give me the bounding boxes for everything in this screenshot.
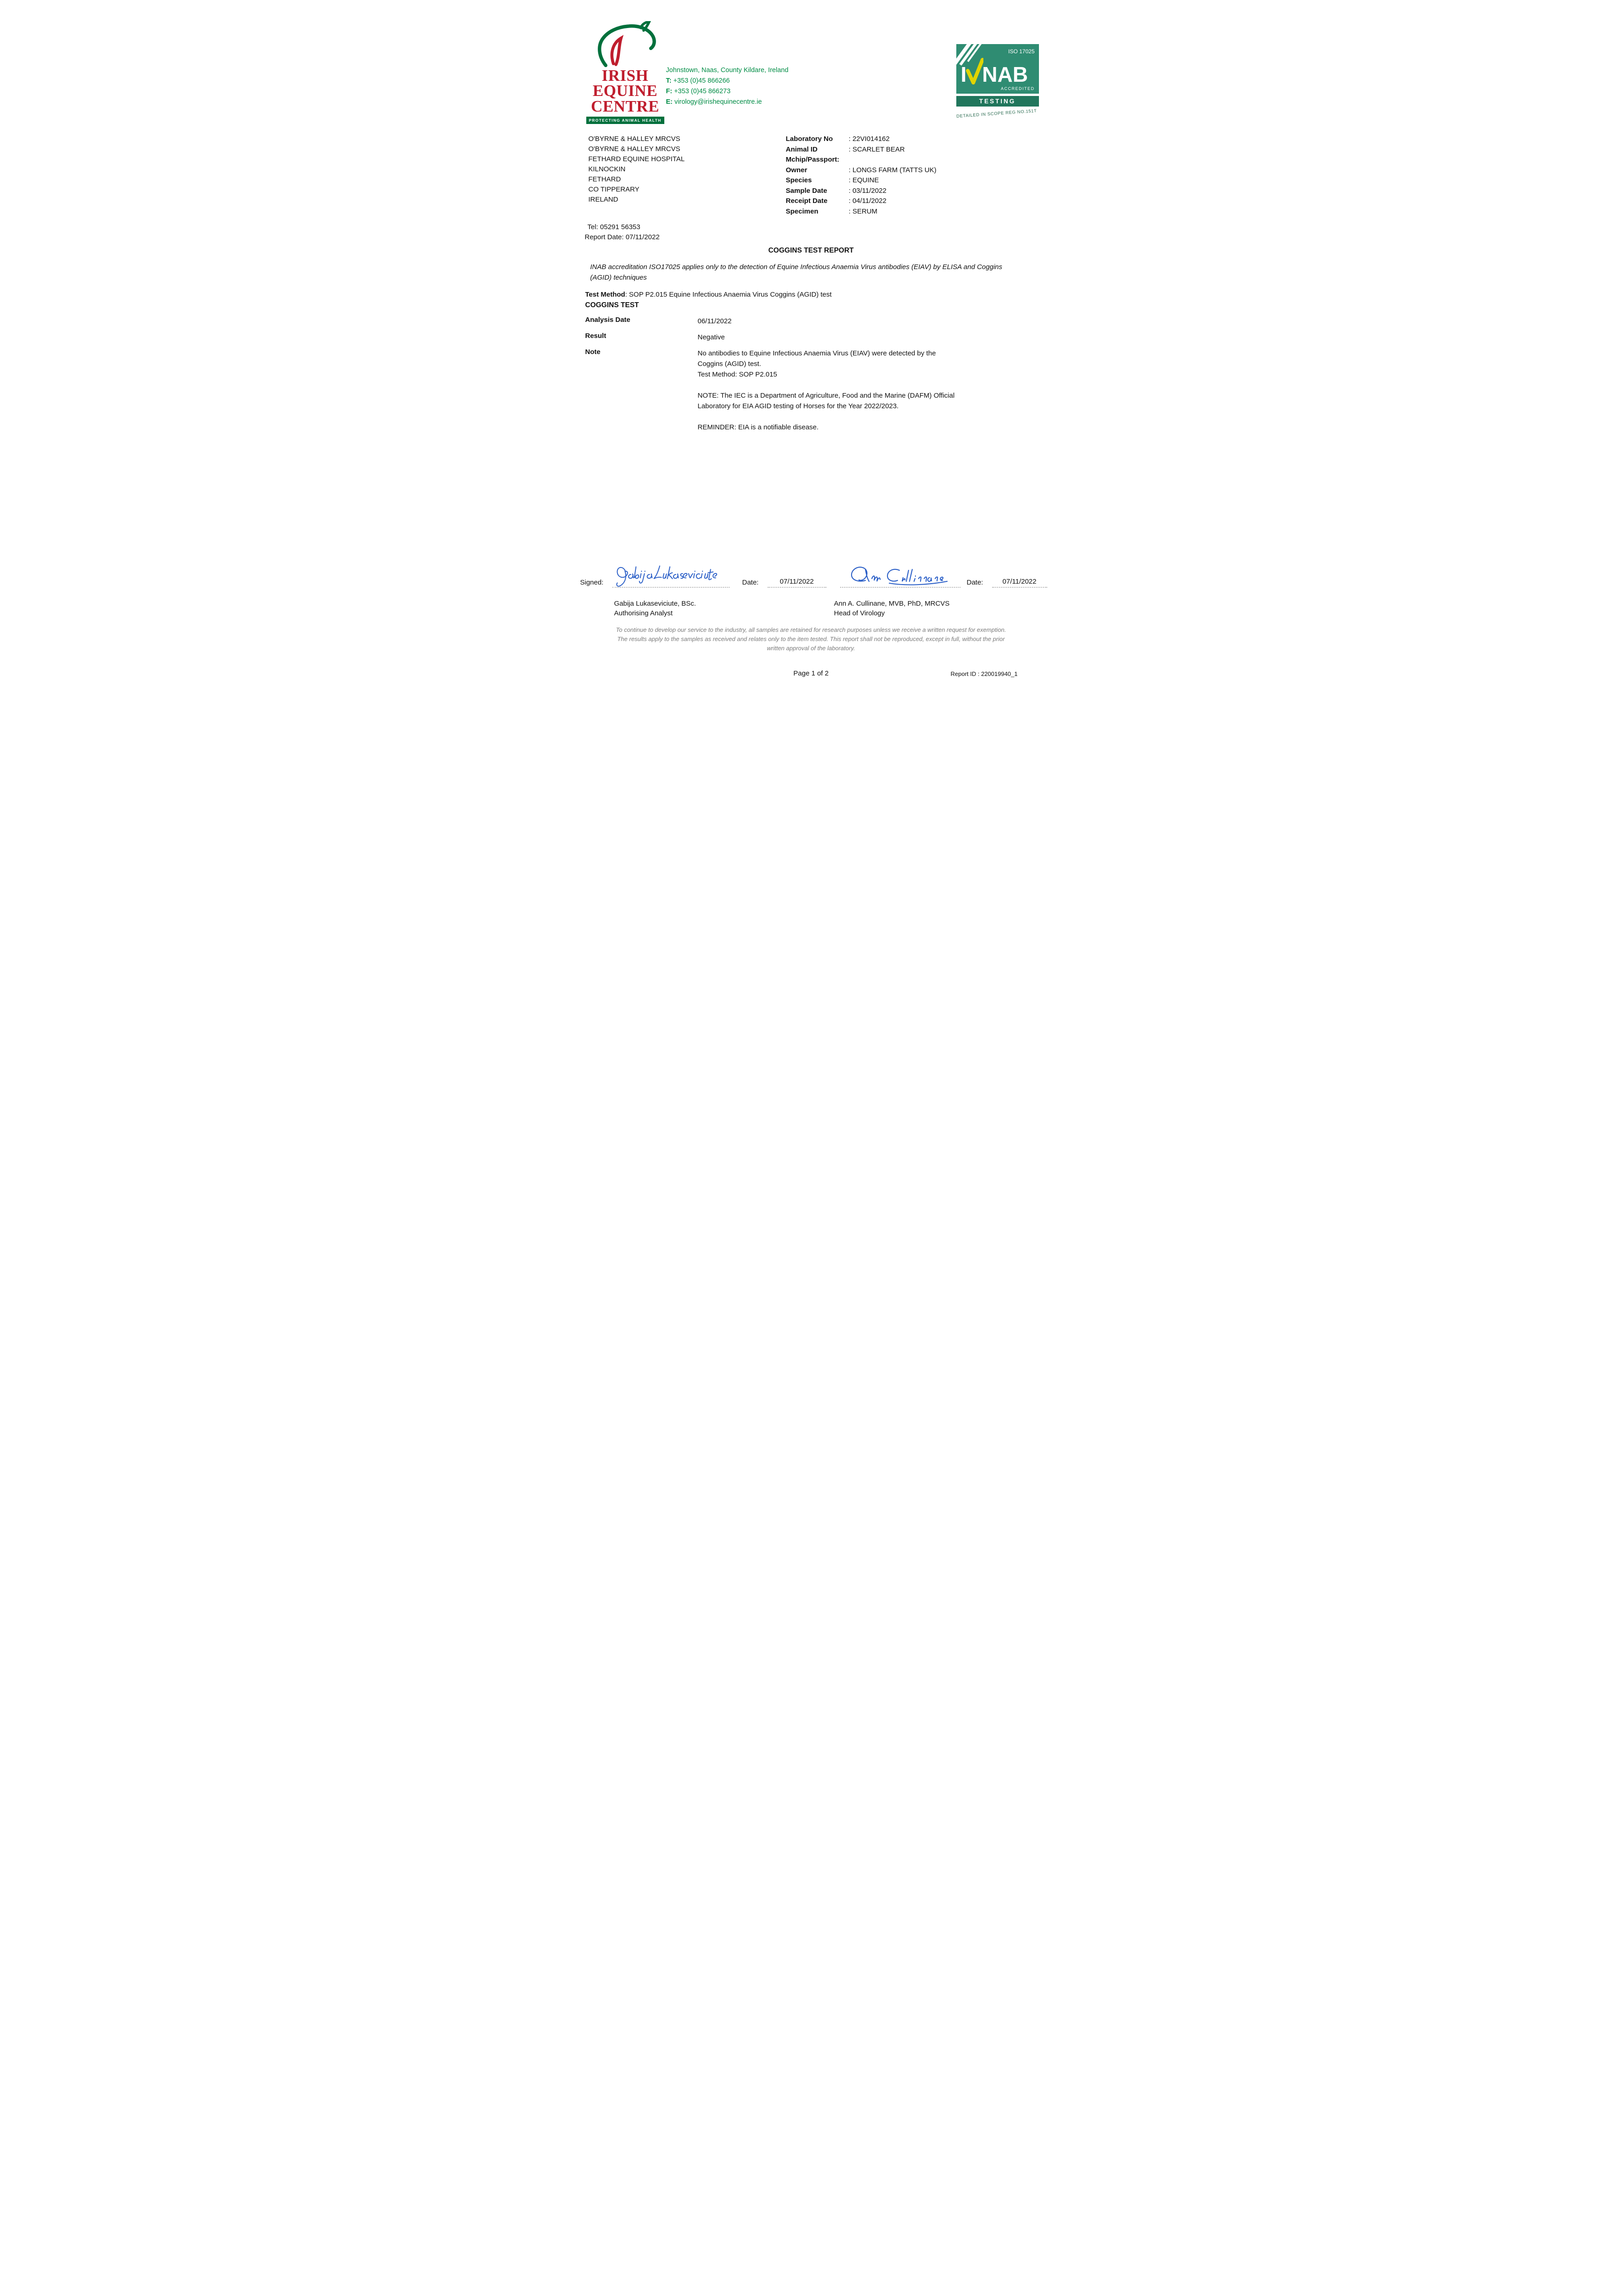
inab-wordmark xyxy=(961,58,1028,84)
sample-info-row xyxy=(786,165,937,176)
contact-address: Johnstown, Naas, County Kildare, Ireland xyxy=(666,67,789,74)
inab-checkmark-icon xyxy=(966,58,983,84)
inab-letters-nab: NAB xyxy=(982,62,1028,86)
analyst-date-label: Date: xyxy=(742,579,759,586)
result-value: Negative xyxy=(697,333,725,341)
analysis-date-value: 06/11/2022 xyxy=(697,317,732,325)
note-paragraph: REMINDER: EIA is a notifiable disease. xyxy=(697,423,819,431)
logo-tagline: PROTECTING ANIMAL HEALTH xyxy=(586,117,664,124)
addressee-line: FETHARD EQUINE HOSPITAL xyxy=(588,155,685,163)
analysis-date-label: Analysis Date xyxy=(585,316,630,324)
test-method-value: : SOP P2.015 Equine Infectious Anaemia Virus Coggins (AGID) test xyxy=(625,291,832,298)
inab-testing-bar: TESTING xyxy=(956,96,1039,107)
inab-scope-text: DETAILED IN SCOPE REG NO.151T xyxy=(956,108,1037,119)
test-method-line xyxy=(585,290,1064,300)
note-label: Note xyxy=(585,348,601,356)
analyst-signature xyxy=(616,561,726,588)
sample-info-value: : SERUM xyxy=(848,207,878,215)
report-id: Report ID : 220019940_1 xyxy=(950,670,1018,677)
footer-disclaimer xyxy=(559,625,1064,653)
analyst-signature-area xyxy=(612,561,730,588)
head-role: Head of Virology xyxy=(834,609,885,617)
disclaimer-line: To continue to develop our service to the industry, all samples are retained for research purposes unless we receive a written request for exemption. xyxy=(616,626,1006,633)
sample-info-block xyxy=(786,134,937,217)
sample-info-value: : EQUINE xyxy=(848,176,879,184)
inab-letter-i: I xyxy=(960,62,967,86)
footer-bottom-row xyxy=(559,670,1064,677)
inab-badge-main xyxy=(956,44,1039,94)
note-paragraph: NOTE: The IEC is a Department of Agriculture, Food and the Marine (DAFM) Official Laboratory for EIA AGID testing of Horses for the Year 2022/2023. xyxy=(697,392,955,410)
contact-block xyxy=(666,65,789,107)
horse-logo-icon xyxy=(591,21,660,68)
addressee-and-sample-row xyxy=(589,134,1064,217)
inab-accredited-label: ACCREDITED xyxy=(1000,86,1035,91)
sample-info-label: Species xyxy=(786,176,812,184)
analyst-date-value: 07/11/2022 xyxy=(768,578,826,588)
analysis-date-row xyxy=(585,316,1064,326)
sample-info-label: Mchip/Passport: xyxy=(786,156,840,163)
sample-info-value: : 22VI014162 xyxy=(848,135,890,143)
inab-iso-label: ISO 17025 xyxy=(1008,48,1035,55)
page-title: COGGINS TEST REPORT xyxy=(768,247,854,254)
disclaimer-line: written approval of the laboratory. xyxy=(767,645,855,652)
coggins-test-report-page xyxy=(559,0,1064,715)
phone-label: T: xyxy=(666,77,672,84)
test-method-label: Test Method xyxy=(585,291,625,298)
head-date-label: Date: xyxy=(966,579,983,586)
sample-info-row xyxy=(786,196,937,207)
sample-info-value: : SCARLET BEAR xyxy=(848,145,905,153)
addressee-line: FETHARD xyxy=(588,175,621,183)
page-number: Page 1 of 2 xyxy=(793,670,829,677)
result-label: Result xyxy=(585,332,606,340)
sample-info-value: : 03/11/2022 xyxy=(848,186,887,195)
email-value: virology@irishequinecentre.ie xyxy=(673,98,762,106)
logo-name-line-2: EQUINE xyxy=(592,82,658,100)
addressee-line: KILNOCKIN xyxy=(588,165,626,173)
contact-email xyxy=(666,97,789,107)
fax-value: +353 (0)45 866273 xyxy=(672,88,731,95)
paragraph-gap xyxy=(698,380,962,390)
head-signature-area xyxy=(840,564,960,588)
accreditation-note: INAB accreditation ISO17025 applies only to the detection of Equine Infectious Anaemia Virus antibodies (EIAV) by ELISA and Coggins (AGID) techniques xyxy=(590,263,1002,281)
sample-info-row xyxy=(786,175,937,186)
sample-info-label: Owner xyxy=(786,166,808,174)
report-date: Report Date: 07/11/2022 xyxy=(584,233,660,241)
irish-equine-centre-logo xyxy=(586,21,664,124)
fax-label: F: xyxy=(666,88,673,95)
addressee-line: CO TIPPERARY xyxy=(588,186,640,193)
signature-row xyxy=(580,561,1047,588)
logo-name-line-1: IRISH xyxy=(601,67,649,84)
signed-label: Signed: xyxy=(580,579,604,586)
sample-info-label: Sample Date xyxy=(786,186,827,195)
phone-value: +353 (0)45 866266 xyxy=(671,77,730,84)
paragraph-gap xyxy=(698,411,962,422)
email-label: E: xyxy=(666,98,673,106)
sample-info-label: Receipt Date xyxy=(786,197,828,205)
note-paragraph: Test Method: SOP P2.015 xyxy=(697,371,777,378)
analyst-name-block xyxy=(614,599,696,618)
coggins-test-section-title: COGGINS TEST xyxy=(585,301,639,309)
disclaimer-line: The results apply to the samples as received and relates only to the item tested. This report shall not be reproduced, except in full, without the prior xyxy=(617,636,1005,642)
note-value xyxy=(698,348,962,433)
sample-info-row xyxy=(786,207,937,217)
addressee-line: IRELAND xyxy=(588,196,618,203)
result-row xyxy=(585,332,1064,343)
sample-info-row xyxy=(786,186,937,197)
head-name: Ann A. Cullinane, MVB, PhD, MRCVS xyxy=(834,600,950,608)
sample-info-value: : 04/11/2022 xyxy=(848,197,887,205)
head-name-block xyxy=(834,599,950,618)
head-of-virology-signature xyxy=(845,564,955,588)
sample-info-label: Animal ID xyxy=(786,145,818,153)
addressee-telephone: Tel: 05291 56353 xyxy=(587,223,640,231)
note-row xyxy=(585,348,1064,433)
sample-info-label: Specimen xyxy=(786,207,819,215)
addressee-block xyxy=(589,134,786,217)
contact-fax xyxy=(666,86,789,97)
sample-info-row xyxy=(786,155,937,165)
addressee-line: O'BYRNE & HALLEY MRCVS xyxy=(588,145,680,153)
logo-name-line-3: CENTRE xyxy=(591,97,659,115)
sample-info-label: Laboratory No xyxy=(786,135,833,143)
report-header xyxy=(559,0,1064,128)
sample-info-value: : LONGS FARM (TATTS UK) xyxy=(848,166,937,174)
inab-accreditation-badge xyxy=(956,44,1039,119)
head-date-value: 07/11/2022 xyxy=(992,578,1047,588)
addressee-line: O'BYRNE & HALLEY MRCVS xyxy=(588,135,680,143)
sample-info-row xyxy=(786,134,937,145)
sample-info-row xyxy=(786,145,937,155)
analyst-name: Gabija Lukaseviciute, BSc. xyxy=(614,600,696,608)
contact-phone xyxy=(666,76,789,86)
note-paragraph: No antibodies to Equine Infectious Anaemia Virus (EIAV) were detected by the Coggins (AGID) test. xyxy=(697,349,936,368)
analyst-role: Authorising Analyst xyxy=(614,609,673,617)
